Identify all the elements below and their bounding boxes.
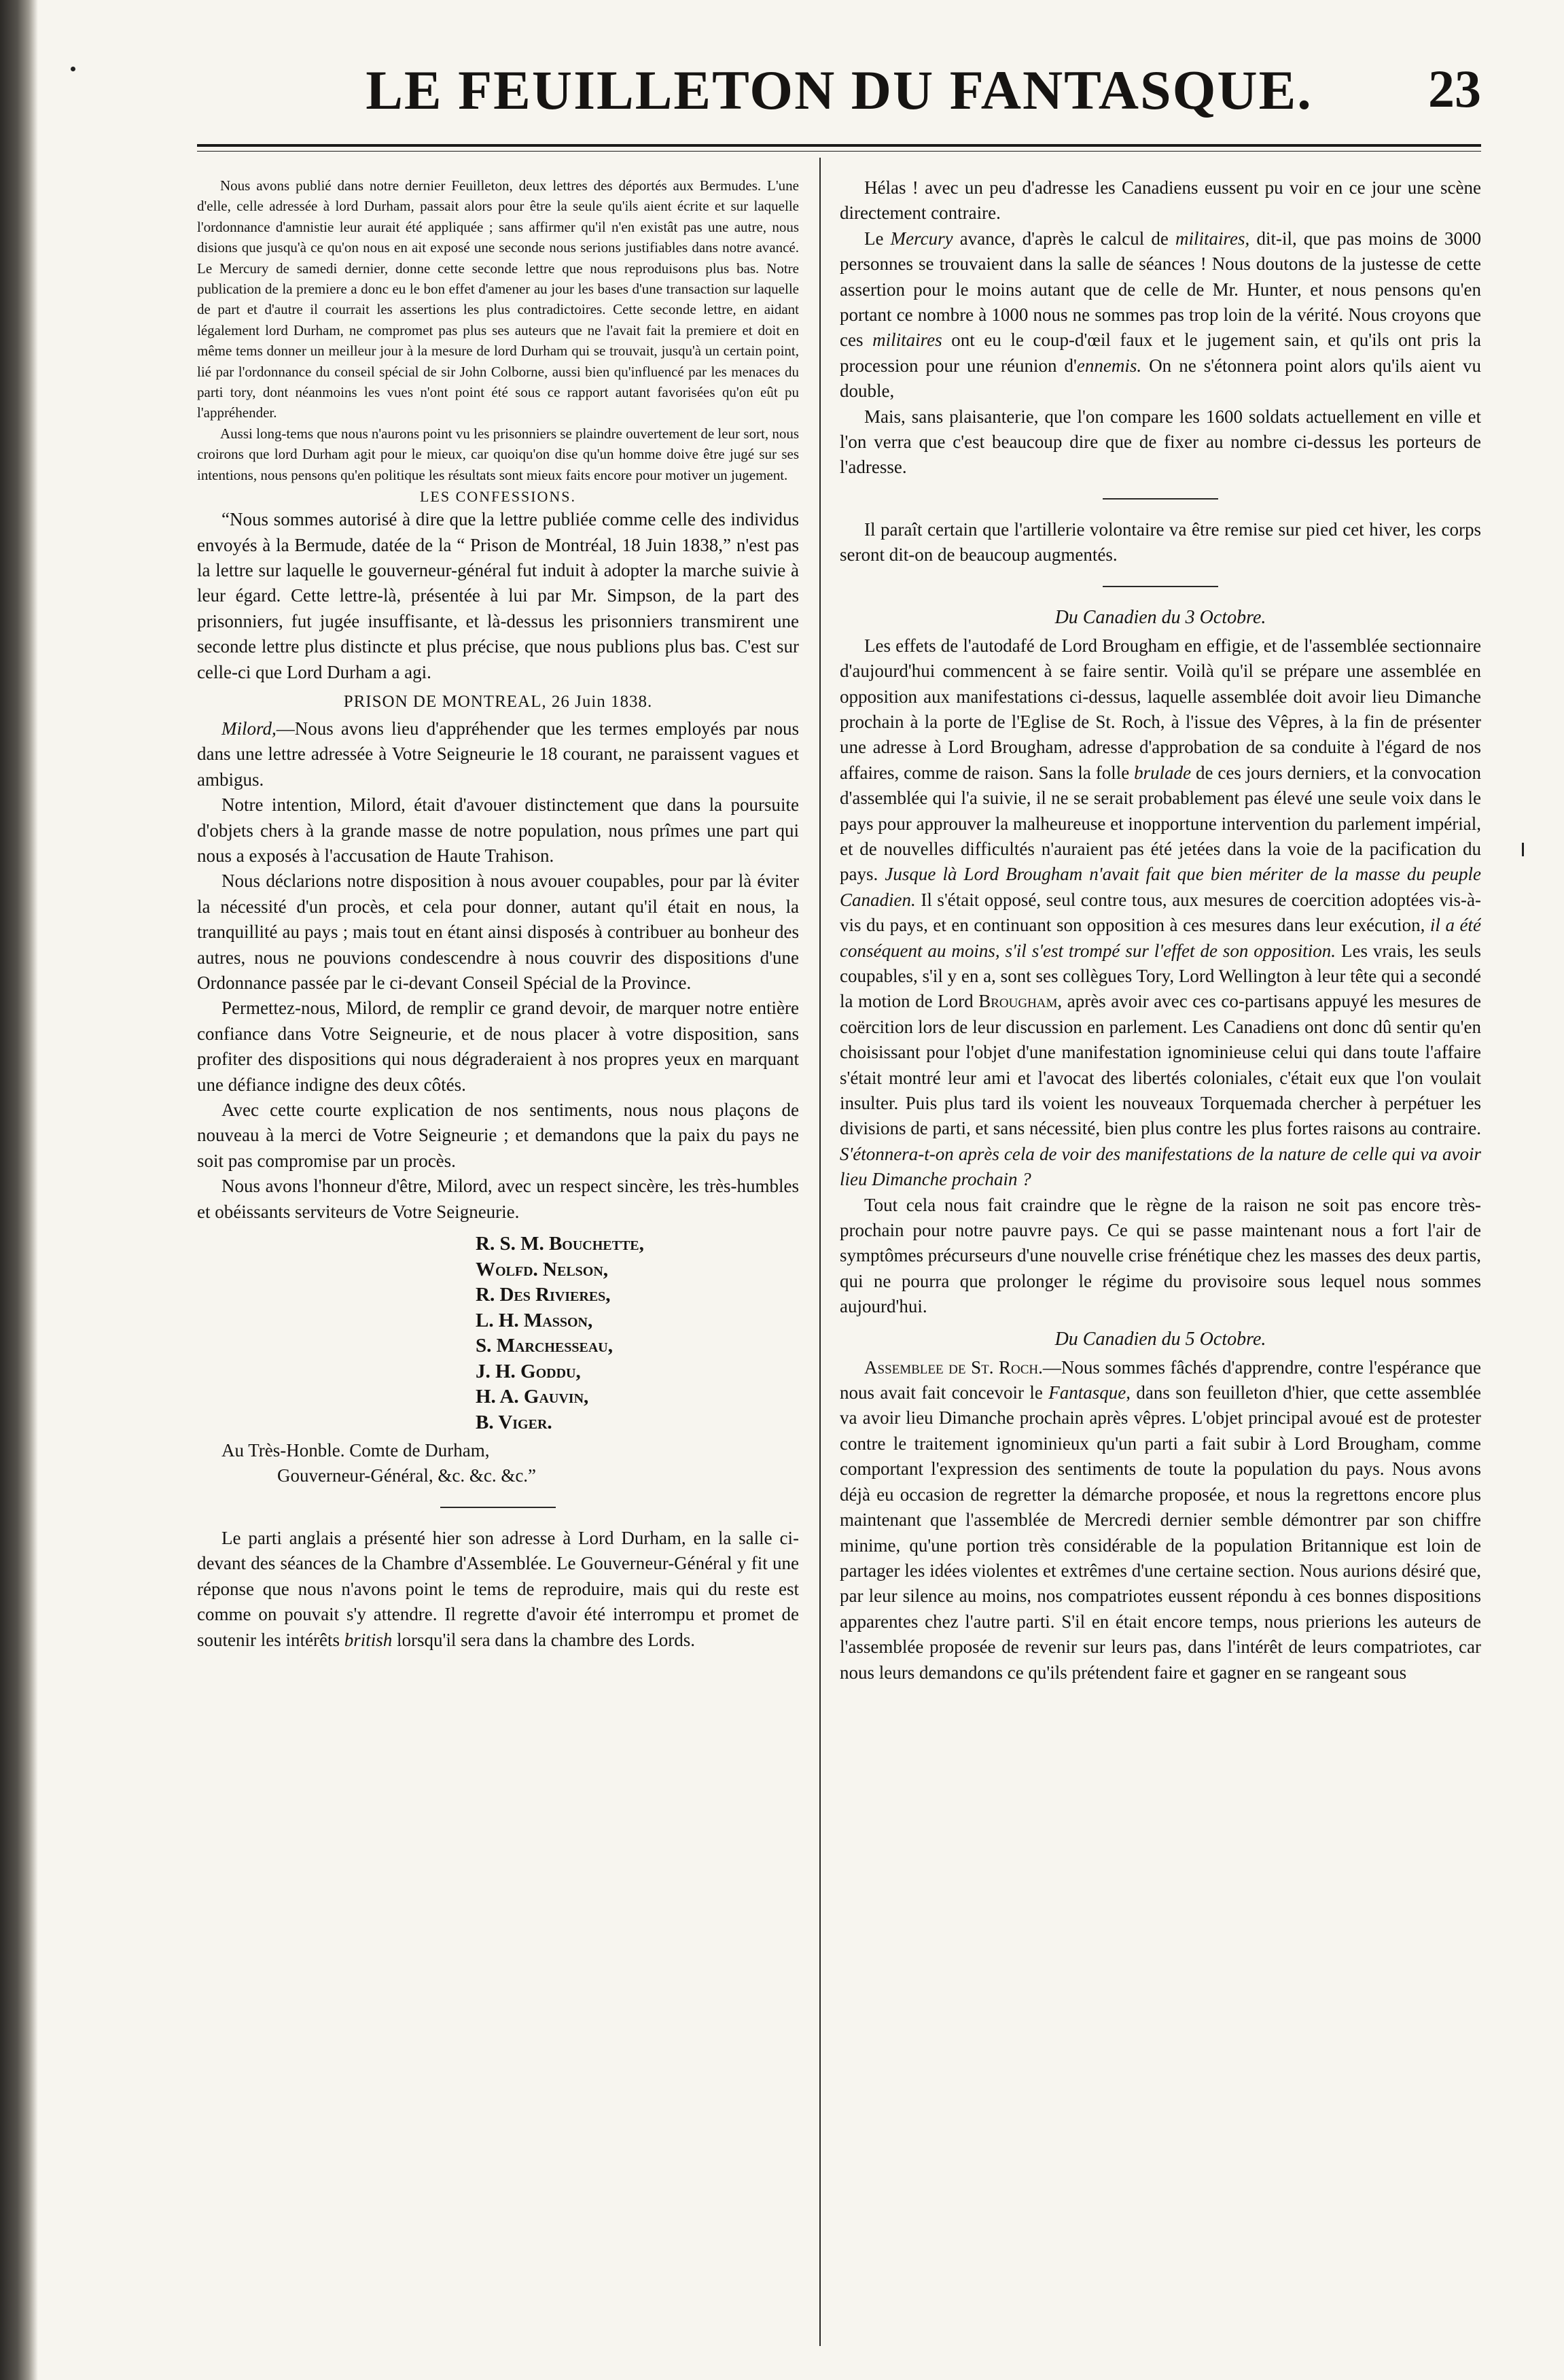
signatory: B. Viger.: [476, 1411, 552, 1433]
signatory: L. H. Masson,: [476, 1309, 593, 1331]
letter-paragraph-1: [197, 716, 799, 792]
signatories-list: [476, 1231, 799, 1435]
text-run: —Nous sommes fâchés d'apprendre, contre l'espérance que nous avait fait concevoir le: [840, 1357, 1481, 1403]
section-title-canadien-5: Du Canadien du 5 Octobre.: [1054, 1328, 1266, 1350]
text-run: Les effets de l'autodafé de Lord Brougham en effigie, et de l'assemblée sectionnaire d'aujourd'hui commencent à se faire sentir. Voilà qu'il se prépare une assemblée en opposition aux manifestations ci-dessus, laquelle assemblée doit avoir lieu Dimanche prochain à la porte de l'Eglise de St. Roch, à l'issue des Vêpres, à la fin de présenter une adresse à Lord Brougham, adresse d'approbation de sa conduite à l'égard de nos affaires, comme de raison. Sans la folle: [840, 635, 1481, 783]
militaires-italic: militaires: [872, 330, 942, 351]
letter-salutation: Milord,: [221, 718, 277, 739]
british-word: british: [344, 1629, 393, 1650]
text-run: de ces jours derniers, et la convocation d'assemblée qui l'a suivie, il ne se serait probablement pas élevé une seule voix dans le pays pour approuver la malheureuse et inopportune intervention du parlement impérial, et de nouvelles difficultés n'auraient pas été jetées dans la voie de la pacification du pays.: [840, 762, 1481, 885]
italic-run: S'étonnera-t-on après cela de voir des manifestations de la nature de celle qui va avoir lieu Dimanche prochain ?: [840, 1143, 1481, 1190]
assemblee-lead: Assemblee de St. Roch.: [864, 1357, 1043, 1378]
militaires-italic: militaires,: [1175, 228, 1250, 249]
ink-dot: [71, 67, 75, 71]
letter-paragraph-4: Permettez-nous, Milord, de remplir ce grand devoir, de marquer notre entière confiance dans Votre Seigneurie, et de nous placer à votre disposition, sans profiter des dispositions qui nous dégraderaient à nos propres yeux en marquant une défiance indigne des deux côtés.: [197, 998, 799, 1095]
column-separator: [819, 158, 821, 2346]
text-run: , après avoir avec ces co-partisans appuyé les mesures de coërcition lors de leur discussion en parlement. Les Canadiens ont donc dû sentir qu'en choisissant pour l'objet d'une manifestation ignominieuse celui qui dans toute l'affaire s'était montré leur ami et l'avocat des libertés coloniales, c'était eux que l'on voulait insulter. Puis plus tard ils voient les nouveaux Torquemada chercher à perpétuer les divisions de parti, et sans nécessité, bien plus contre les plus fortes raisons au contraire.: [840, 991, 1481, 1139]
right-paragraph-1: Hélas ! avec un peu d'adresse les Canadiens eussent pu voir en ce jour une scène directement contraire.: [840, 177, 1481, 224]
italic-run: il a été conséquent au moins, s'il s'est trompé sur l'effet de son opposition.: [840, 915, 1481, 961]
text-run: Le: [864, 228, 891, 249]
letter-paragraph-1-text: —Nous avons lieu d'appréhender que les termes employés par nous dans une lettre adressée à Votre Seigneurie le 18 courant, ne paraissent vagues et ambigus.: [197, 718, 799, 790]
right-column: [840, 175, 1481, 2350]
masthead-title: LE FEUILLETON DU FANTASQUE.: [366, 59, 1313, 121]
page-header: [197, 58, 1481, 133]
signatory: R. Des Rivieres,: [476, 1284, 611, 1306]
page-number: 23: [1428, 59, 1481, 118]
letter-dateline: PRISON DE MONTREAL, 26 Juin 1838.: [343, 692, 653, 711]
signatory: S. Marchesseau,: [476, 1335, 613, 1357]
intro-paragraph-1: Nous avons publié dans notre dernier Feuilleton, deux lettres des déportés aux Bermudes. L'une d'elle, celle adressée à lord Durham, passait alors pour être la seule qu'ils aient écrite et sur laquelle l'ordonnance d'amnistie leur aurait été appliquée ; sans affirmer qu'il n'en existât pas une autre, nous disions que jusqu'à ce qu'on nous en ait exposé une seconde nous serions justifiables dans notre avancé. Le Mercury de samedi dernier, donne cette seconde lettre que nous reproduisons plus bas. Notre publication de la premiere a donc eu le bon effet d'amener au jour les bases d'une transaction sur laquelle de part et d'autre il courrait les assertions les plus contradictoires. Cette seconde lettre, en aidant légalement lord Durham, ne compromet pas plus ses auteurs que ne l'avait fait la premiere et doit en même tems donner un meilleur jour à la mesure de lord Durham qui se trouvait, jusqu'à un certain point, lié par l'ordonnance du conseil spécial de sir John Colborne, aussi bien qu'influencé par les menaces du parti tory, dont néanmoins les vues n'ont point été sous ce rapport autant favorisées qu'on eût pu l'appréhender.: [197, 177, 799, 421]
mercury-italic: Mercury: [890, 228, 953, 249]
letter-paragraph-2: Notre intention, Milord, était d'avouer distinctement que dans la poursuite d'objets chers à la grande masse de notre population, nous prîmes une part qui nous a exposés à l'accusation de Haute Trahison.: [197, 794, 799, 866]
canadien-3-paragraph-2: Tout cela nous fait craindre que le règne de la raison ne soit pas encore très-prochain pour notre pauvre pays. Ce qui se passe maintenant nous a fort l'air de symptômes précurseurs d'une nouvelle crise frénétique chez les masses des deux partis, qui ne pourra que prolonger le régime du provisoire sous lequel nous sommes aujourd'hui.: [840, 1194, 1481, 1317]
letter-paragraph-6: Nous avons l'honneur d'être, Milord, avec un respect sincère, les très-humbles et obéissants serviteurs de Votre Seigneurie.: [197, 1176, 799, 1222]
english-party-paragraph: [197, 1526, 799, 1653]
section-divider: [1103, 498, 1218, 500]
letter-addressee: Au Très-Honble. Comte de Durham,: [221, 1440, 490, 1461]
signatory: J. H. Goddu,: [476, 1360, 581, 1382]
text-run: dans son feuilleton d'hier, que cette assemblée va avoir lieu Dimanche prochain après vêpres. L'objet principal avoué est de protester contre le traitement ignominieux qu'un parti a fait subir à Lord Brougham, comme comportant l'expression des sentiments de toute la population du pays. Nous avons déjà eu occasion de regretter la démarche proposée, et nous la regrettons encore plus maintenant que l'assemblée de Mercredi dernier semble démontrer par son chiffre minime, qu'une portion très considérable de la population Britannique est loin de partager les idées violentes et extrêmes d'une certaine section. Nous aurions désiré que, par leur silence au moins, nos compatriotes eussent répondu à ces bonnes dispositions apparentes chez l'autre parti. S'il en était encore temps, nous prierions les auteurs de l'assemblée proposée de revenir sur leurs pas, dans l'intérêt de leurs compatriotes, car nous leurs demandons ce qu'ils prétendent faire et gagner en se rangeant sous: [840, 1382, 1481, 1683]
confessions-paragraph: “Nous sommes autorisé à dire que la lettre publiée comme celle des individus envoyés à la Bermude, datée de la “ Prison de Montréal, 18 Juin 1838,” n'est pas la lettre sur laquelle le gouverneur-général fut induit à adopter la marche suivie à leur égard. Cette lettre-là, présentée à lui par Mr. Simpson, de la part des prisonniers, fut jugée insuffisante, et là-dessus les prisonniers transmirent une seconde lettre plus distincte et plus précise, que nous publions plus bas. C'est sur celle-ci que Lord Durham a agi.: [197, 509, 799, 682]
mercury-paragraph: [840, 226, 1481, 404]
italic-run: Jusque là Lord Brougham n'avait fait que bien mériter de la masse du peuple Canadien.: [840, 864, 1481, 910]
brulade-italic: brulade: [1134, 762, 1192, 783]
intro-paragraph-2: Aussi long-tems que nous n'aurons point vu les prisonniers se plaindre ouvertement de leur sort, nous croirons que lord Durham agit pour le mieux, car quoiqu'on dise qu'un homme doive être jugé sur ses intentions, nous pensons qu'en politique les résultats sont mieux faits encore pour motiver un jugement.: [197, 425, 799, 483]
ink-mark: [1522, 843, 1524, 856]
english-party-text-end: lorsqu'il sera dans la chambre des Lords.: [392, 1629, 695, 1650]
text-run: avance, d'après le calcul de: [953, 228, 1176, 249]
section-divider: [1103, 586, 1218, 587]
soldiers-paragraph: Mais, sans plaisanterie, que l'on compare les 1600 soldats actuellement en ville et l'on verra que c'est beaucoup dire que de fixer au nombre ci-dessus les porteurs de l'adresse.: [840, 406, 1481, 478]
letter-paragraph-5: Avec cette courte explication de nos sentiments, nous nous plaçons de nouveau à la merci de Votre Seigneurie ; et demandons que la paix du pays ne soit pas compromise par un procès.: [197, 1100, 799, 1171]
text-run: Les vrais, les seuls coupables, s'il y en a, sont ses collègues Tory, Lord Wellington à leur tête qui a secondé la motion de Lord: [840, 940, 1481, 1012]
text-run: ont eu le coup-d'œil faux et le jugement sain, et qu'ils ont pris la procession pour une réunion d': [840, 330, 1481, 376]
signatory: Wolfd. Nelson,: [476, 1258, 609, 1280]
text-run: On ne s'étonnera point alors qu'ils aient vu double,: [840, 355, 1481, 402]
header-rule-thin: [197, 151, 1481, 152]
artillery-paragraph: Il paraît certain que l'artillerie volontaire va être remise sur pied cet hiver, les corps seront dit-on de beaucoup augmentés.: [840, 519, 1481, 565]
canadien-5-paragraph: [840, 1355, 1481, 1685]
ennemis-italic: ennemis.: [1076, 355, 1142, 376]
letter-addressee-title: Gouverneur-Général, &c. &c. &c.”: [277, 1465, 537, 1486]
section-heading-confessions: LES CONFESSIONS.: [419, 488, 577, 506]
section-divider: [440, 1507, 556, 1508]
text-run: Il s'était opposé, seul contre tous, aux mesures de coercition adoptées vis-à-vis du pays, et en continuant son opposition à ces mesures dans leur exécution,: [840, 889, 1481, 936]
left-column: [197, 175, 799, 2350]
brougham-smallcaps: Brougham: [978, 991, 1058, 1012]
section-title-canadien-3: Du Canadien du 3 Octobre.: [1054, 606, 1266, 628]
text-run: dit-il, que pas moins de 3000 personnes se trouvaient dans la salle de séances ! Nous doutons de la justesse de cette assertion pour le moins autant que de celle de Mr. Hunter, et nous pensons qu'en portant ce nombre à 1000 nous ne sommes pas trop loin de la vérité. Nous croyons que ces: [840, 228, 1481, 351]
canadien-3-paragraph-1: [840, 633, 1481, 1193]
signatory: H. A. Gauvin,: [476, 1386, 589, 1408]
page-binding-shadow: [0, 0, 38, 2380]
signatory: R. S. M. Bouchette,: [476, 1233, 644, 1255]
letter-paragraph-3: Nous déclarions notre disposition à nous avouer coupables, pour par là éviter la nécessité d'un procès, et cela pour donner, autant qu'il était en nous, la tranquillité au pays ; mais tout en étant ainsi disposés à contribuer au bonheur des autres, nous ne pouvions condescendre à nous couvrir des dispositions d'une Ordonnance passée par le ci-devant Conseil Spécial de la Province.: [197, 871, 799, 993]
english-party-text: Le parti anglais a présenté hier son adresse à Lord Durham, en la salle ci-devant des séances de la Chambre d'Assemblée. Le Gouverneur-Général y fit une réponse que nous n'avons point le tems de reproduire, mais qui du reste est comme on pouvait s'y attendre. Il regrette d'avoir été interrompu et promet de soutenir les intérêts: [197, 1527, 799, 1650]
header-rule-thick: [197, 144, 1481, 147]
fantasque-italic: Fantasque,: [1048, 1382, 1131, 1403]
